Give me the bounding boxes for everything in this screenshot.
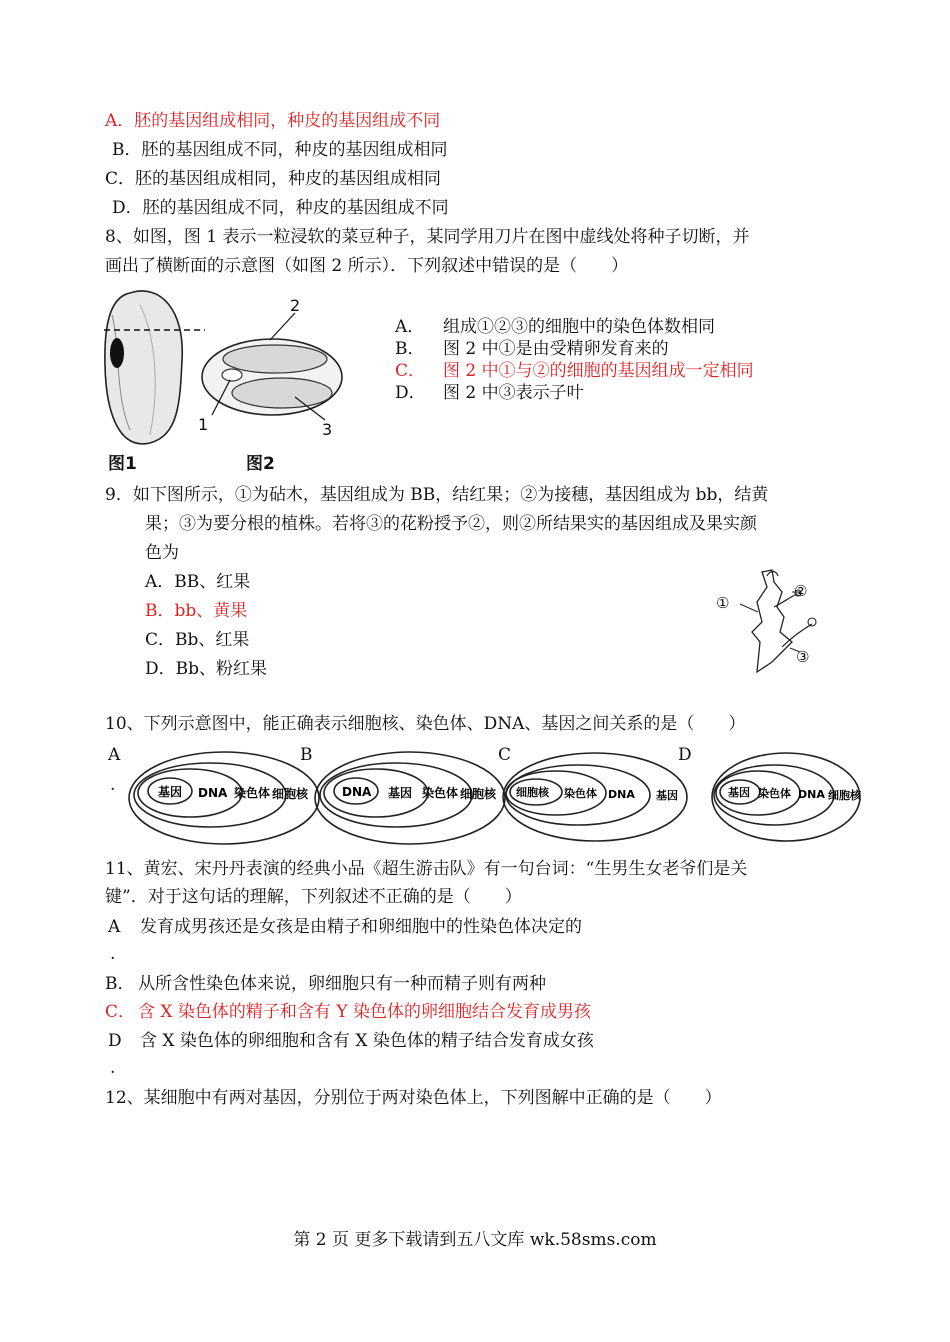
q11-option-c-text: 含 X 染色体的精子和含有 Y 染色体的卵细胞结合发育成男孩 [138, 1002, 591, 1022]
q8-option-c-text: 图 2 中①与②的细胞的基因组成一定相同 [443, 361, 754, 381]
q12-stem: 12、某细胞中有两对基因，分别位于两对染色体上，下列图解中正确的是（ ） [105, 1088, 722, 1108]
q7-option-a: A．胚的基因组成相同，种皮的基因组成不同 [105, 111, 441, 131]
fig2-callout-3: 3 [322, 420, 333, 439]
q9-stem-line2: 果；③为要分根的植株。若将③的花粉授予②，则②所结果实的基因组成及果实颜 [145, 514, 757, 534]
q9-option-c: C．Bb、红果 [145, 630, 250, 650]
diagram-b-third: 染色体 [422, 786, 459, 800]
q8-stem-line1: 8、如图，图 1 表示一粒浸软的菜豆种子，某同学用刀片在图中虚线处将种子切断，并 [105, 227, 750, 247]
q11-option-a-dot: . [110, 944, 116, 964]
diagram-c-third: DNA [608, 788, 635, 801]
diagram-c-outer: 基因 [656, 789, 678, 802]
q9-stem-line1: 9．如下图所示，①为砧木，基因组成为 BB，结红果；②为接穗，基因组成为 bb，结黄 [105, 485, 769, 505]
fig2-label: 图2 [246, 454, 275, 474]
diagram-b-outer: 细胞核 [460, 787, 497, 801]
diagram-b-second: 基因 [388, 786, 413, 800]
diagram-a-second: DNA [198, 786, 228, 800]
q9-callout-1: ① [716, 594, 730, 612]
q8-option-d-text: 图 2 中③表示子叶 [443, 383, 584, 403]
q8-option-b-letter: B． [395, 339, 425, 359]
q8-stem-line2: 画出了横断面的示意图（如图 2 所示）．下列叙述中错误的是（ ） [105, 256, 629, 276]
diagram-b-inner: DNA [342, 785, 372, 799]
q9-grafting-figure [712, 562, 832, 677]
q10-diagram-d [708, 750, 868, 846]
q11-option-d-dot: . [110, 1058, 116, 1078]
embryo-axis [222, 369, 242, 381]
q11-option-c-letter: C． [105, 1002, 136, 1022]
q10-stem: 10、下列示意图中，能正确表示细胞核、染色体、DNA、基因之间关系的是（ ） [105, 714, 746, 734]
q8-option-a-letter: A． [395, 317, 425, 337]
cotyledon-lower [232, 378, 332, 408]
diagram-c-inner: 细胞核 [516, 786, 549, 799]
hilum-mark [110, 338, 124, 368]
q11-option-b-text: 从所含性染色体来说，卵细胞只有一种而精子则有两种 [138, 974, 546, 994]
fig2-callout-2: 2 [290, 296, 301, 315]
diagram-d-inner: 基因 [728, 786, 750, 799]
q11-option-a-letter: A [108, 917, 121, 937]
q11-stem-line1: 11、黄宏、宋丹丹表演的经典小品《超生游击队》有一句台词：“生男生女老爷们是关 [105, 859, 748, 879]
q8-option-d-letter: D． [395, 383, 426, 403]
diagram-a-inner: 基因 [158, 785, 183, 799]
q9-callout-2: ② [794, 582, 808, 600]
rootstock-plant [752, 570, 792, 672]
q7-option-d: D．胚的基因组成不同，种皮的基因组成不同 [112, 198, 449, 218]
q9-stem-line3: 色为 [145, 543, 179, 563]
fig1-label: 图1 [108, 454, 137, 474]
cotyledon-upper [223, 345, 327, 373]
diagram-a-outer: 细胞核 [272, 787, 309, 801]
q9-option-a: A．BB、红果 [145, 572, 251, 592]
q7-option-b: B．胚的基因组成不同，种皮的基因组成相同 [112, 140, 448, 160]
q10-label-d: D [678, 745, 692, 765]
diagram-c-second: 染色体 [564, 787, 597, 800]
q11-option-b-letter: B． [105, 974, 135, 994]
q9-callout-3: ③ [796, 648, 810, 666]
page-footer: 第 2 页 更多下载请到五八文库 wk.58sms.com [293, 1230, 657, 1250]
diagram-d-third: DNA [798, 788, 825, 801]
q11-option-a-text: 发育成男孩还是女孩是由精子和卵细胞中的性染色体决定的 [140, 917, 582, 937]
diagram-d-second: 染色体 [758, 787, 791, 800]
diagram-a-third: 染色体 [234, 786, 271, 800]
q11-option-d-text: 含 X 染色体的卵细胞和含有 X 染色体的精子结合发育成女孩 [140, 1031, 594, 1051]
q8-option-b-text: 图 2 中①是由受精卵发育来的 [443, 339, 669, 359]
q7-option-c: C．胚的基因组成相同，种皮的基因组成相同 [105, 169, 442, 189]
q10-label-a: A [108, 745, 121, 765]
q8-option-c-letter: C． [395, 361, 426, 381]
q9-option-b: B．bb、黄果 [145, 601, 248, 621]
q9-option-d: D．Bb、粉红果 [145, 659, 268, 679]
diagram-d-outer: 细胞核 [828, 789, 861, 802]
q10-label-b: B [300, 745, 313, 765]
q10-diagram-c [498, 750, 698, 846]
q8-seed-figure [100, 285, 350, 475]
pollen-plant-branch [782, 624, 812, 647]
q11-stem-line2: 键”．对于这句话的理解，下列叙述不正确的是（ ） [105, 887, 522, 907]
q10-diagram-a [126, 748, 326, 848]
q11-option-d-letter: D [108, 1031, 122, 1051]
q10-label-c: C [498, 745, 512, 765]
q10-diagram-b [312, 748, 512, 848]
q10-label-a-dot: . [110, 775, 116, 795]
q8-option-a-text: 组成①②③的细胞中的染色体数相同 [443, 317, 715, 337]
fig2-callout-1: 1 [198, 415, 209, 434]
